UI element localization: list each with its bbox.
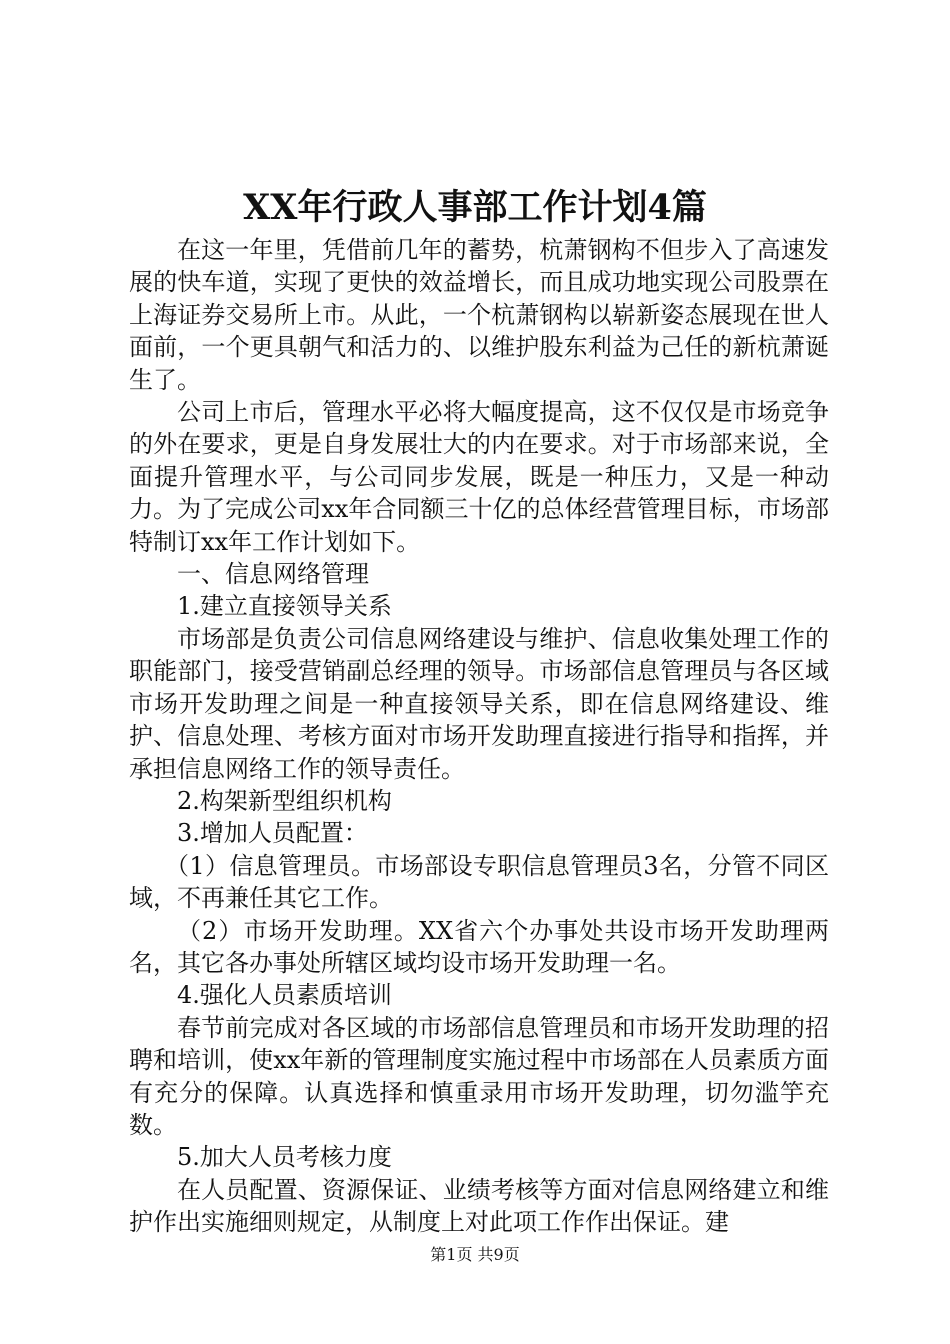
paragraph-assessment: 在人员配置、资源保证、业绩考核等方面对信息网络建立和维护作出实施细则规定，从制度上对此项工作作出保证。建 xyxy=(129,1175,829,1237)
paragraph-listing: 公司上市后，管理水平必将大幅度提高，这不仅仅是市场竞争的外在要求，更是自身发展壮大的内在要求。对于市场部来说，全面提升管理水平，与公司同步发展，既是一种压力，又是一种动力。为了完成公司xx年合同额三十亿的总体经营管理目标，市场部特制订xx年工作计划如下。 xyxy=(129,398,829,556)
subheading-assessment: 5.加大人员考核力度 xyxy=(177,1143,392,1172)
paragraph-market-dept: 市场部是负责公司信息网络建设与维护、信息收集处理工作的职能部门，接受营销副总经理的领导。市场部信息管理员与各区域市场开发助理之间是一种直接领导关系，即在信息网络建设、维护、信息处理、考核方面对市场开发助理直接进行指导和指挥，并承担信息网络工作的领导责任。 xyxy=(129,624,829,783)
subheading-org-structure: 2.构架新型组织机构 xyxy=(177,786,392,815)
subheading-direct-leadership: 1.建立直接领导关系 xyxy=(177,592,392,621)
page-footer: 第1页 共9页 xyxy=(430,1245,520,1264)
document-body xyxy=(129,234,829,1239)
list-item-market-assistant: （2）市场开发助理。XX省六个办事处共设市场开发助理两名，其它各办事处所辖区域均设市场开发助理一名。 xyxy=(129,916,829,977)
section-heading-info-network: 一、信息网络管理 xyxy=(177,560,369,589)
document-title: XX年行政人事部工作计划4篇 xyxy=(243,187,707,228)
paragraph-intro: 在这一年里，凭借前几年的蓄势，杭萧钢构不但步入了高速发展的快车道，实现了更快的效益增长，而且成功地实现公司股票在上海证券交易所上市。从此，一个杭萧钢构以崭新姿态展现在世人面前，一个更具朝气和活力的、以维护股东利益为己任的新杭萧诞生了。 xyxy=(129,236,829,394)
paragraph-training: 春节前完成对各区域的市场部信息管理员和市场开发助理的招聘和培训，使xx年新的管理制度实施过程中市场部在人员素质方面有充分的保障。认真选择和慎重录用市场开发助理，切勿滥竽充数。 xyxy=(129,1013,829,1139)
subheading-training: 4.强化人员素质培训 xyxy=(177,981,392,1010)
subheading-staffing: 3.增加人员配置： xyxy=(177,819,368,848)
list-item-info-manager: （1）信息管理员。市场部设专职信息管理员3名，分管不同区域，不再兼任其它工作。 xyxy=(129,851,829,913)
